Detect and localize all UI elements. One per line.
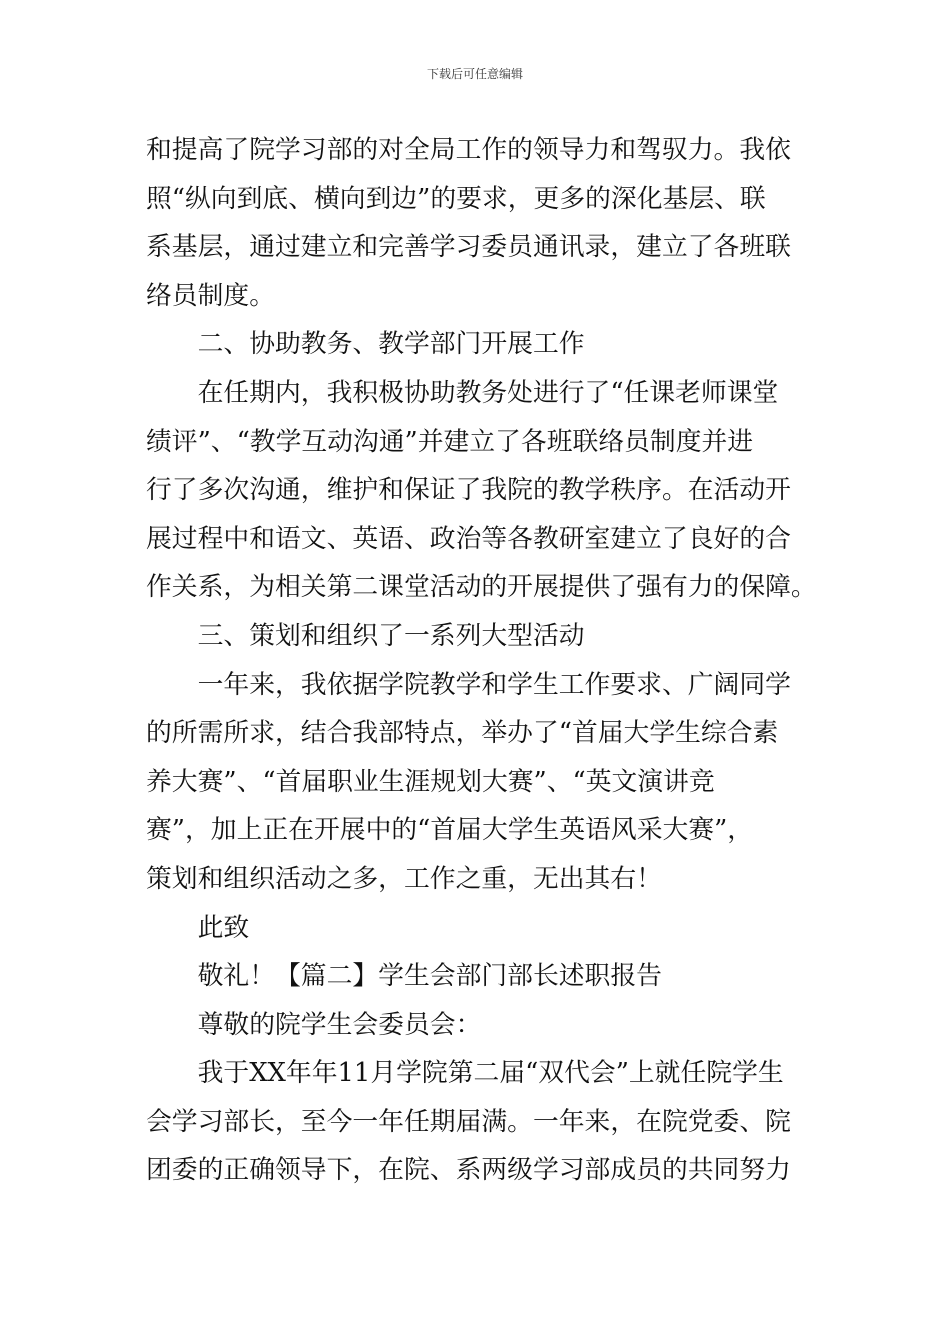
text-line: 照“纵向到底、横向到边”的要求，更多的深化基层、联 bbox=[146, 183, 766, 214]
closing-line: 此致 bbox=[197, 912, 250, 943]
text-line: 和提高了院学习部的对全局工作的领导力和驾驭力。我依 bbox=[146, 135, 791, 165]
text-line: 作关系，为相关第二课堂活动的开展提供了强有力的保障。 bbox=[146, 572, 817, 603]
text-line: 团委的正确领导下，在院、系两级学习部成员的共同努力 bbox=[146, 1155, 791, 1186]
text-line: 的所需所求，结合我部特点，举办了“首届大学生综合素 bbox=[146, 718, 779, 749]
text-line: 系基层，通过建立和完善学习委员通讯录，建立了各班联 bbox=[146, 232, 791, 263]
text-line: 我于XX年年11月学院第二届“双代会”上就任院学生 bbox=[197, 1058, 784, 1089]
section-heading: 三、策划和组织了一系列大型活动 bbox=[197, 620, 585, 651]
text-line: 在任期内，我积极协助教务处进行了“任课老师课堂 bbox=[197, 377, 779, 408]
text-line: 会学习部长，至今一年任期届满。一年来，在院党委、院 bbox=[146, 1106, 791, 1137]
text-line: 络员制度。 bbox=[146, 280, 275, 311]
document-body bbox=[146, 126, 817, 1195]
text-line: 赛”，加上正在开展中的“首届大学生英语风采大赛”， bbox=[146, 815, 754, 846]
text-line: 养大赛”、“首届职业生涯规划大赛”、“英文演讲竞 bbox=[146, 766, 715, 797]
text-line: 策划和组织活动之多，工作之重，无出其右！ bbox=[146, 863, 662, 894]
section-heading: 二、协助教务、教学部门开展工作 bbox=[197, 329, 585, 360]
closing-line: 敬礼！【篇二】学生会部门部长述职报告 bbox=[197, 961, 662, 992]
text-line: 行了多次沟通，维护和保证了我院的教学秩序。在活动开 bbox=[146, 475, 791, 506]
page-header: 下载后可任意编辑 bbox=[426, 67, 523, 81]
text-line: 展过程中和语文、英语、政治等各教研室建立了良好的合 bbox=[146, 523, 791, 554]
text-line: 绩评”、“教学互动沟通”并建立了各班联络员制度并进 bbox=[146, 426, 754, 457]
text-line: 一年来，我依据学院教学和学生工作要求、广阔同学 bbox=[197, 669, 791, 700]
salutation-line: 尊敬的院学生会委员会： bbox=[197, 1009, 482, 1040]
